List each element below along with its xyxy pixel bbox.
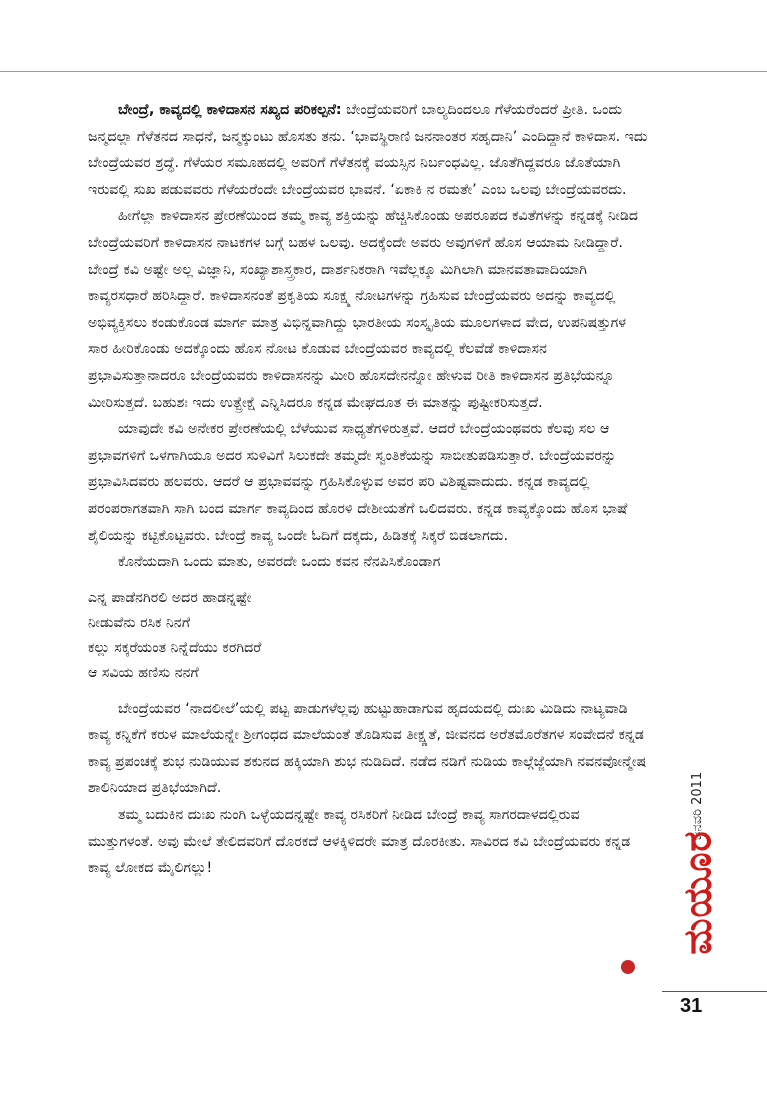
- header-rule: [0, 71, 767, 72]
- poem-line: ನೀಡುವೆನು ರಸಿಕ ನಿನಗೆ: [88, 614, 191, 631]
- magazine-name: ಮಯೂರ: [675, 829, 720, 955]
- paragraph: ಯಾವುದೇ ಕವಿ ಅನೇಕರ ಪ್ರೇರಣೆಯಲ್ಲಿ ಬೆಳೆಯುವ ಸಾಧ್ಯತೆಗಳಿರುತ್ತವೆ. ಆದರೆ ಬೇಂದ್ರೆಯಂಥವರು ಕೆಲವು ಸಲ ಆ ಪ್ರಭಾವಗಳಿಗೆ ಒಳಗಾಗಿಯೂ ಅದರ ಸುಳಿವಿಗೆ ಸಿಲುಕದೇ ತಮ್ಮದೇ ಸ್ವಂತಿಕೆಯನ್ನು ಸಾಬೀತುಪಡಿಸುತ್ತಾರೆ. ಬೇಂದ್ರೆಯವರನ್ನು ಪ್ರಭಾವಿಸಿದವರು ಹಲವರು. ಆದರೆ ಆ ಪ್ರಭಾವವನ್ನು ಗ್ರಹಿಸಿಕೊಳ್ಳುವ ಅವರ ಪರಿ ವಿಶಿಷ್ಟವಾದುದು. ಕನ್ನಡ ಕಾವ್ಯದಲ್ಲಿ ಪರಂಪರಾಗತವಾಗಿ ಸಾಗಿ ಬಂದ ಮಾರ್ಗ ಕಾವ್ಯದಿಂದ ಹೊರಳಿ ದೇಶೀಯತೆಗೆ ಒಲಿದವರು. ಕನ್ನಡ ಕಾವ್ಯಕ್ಕೊಂದು ಹೊಸ ಭಾಷೆ ಶೈಲಿಯನ್ನು ಕಟ್ಟಿಕೊಟ್ಟವರು. ಬೇಂದ್ರೆ ಕಾವ್ಯ ಒಂದೇ ಓದಿಗೆ ದಕ್ಕದು, ಹಿಡಿತಕ್ಕೆ ಸಿಕ್ಕರೆ ಬಿಡಲಾಗದು.: [88, 421, 628, 544]
- paragraph: ಕೊನೆಯದಾಗಿ ಒಂದು ಮಾತು, ಅವರದೇ ಒಂದು ಕವನ ನೆನಪಿಸಿಕೊಂಡಾಗ: [118, 554, 441, 571]
- bullet-dot-icon: [621, 960, 635, 974]
- poem-block: [88, 586, 648, 686]
- paragraph: ಹೀಗೆಲ್ಲಾ ಕಾಳಿದಾಸನ ಪ್ರೇರಣೆಯಿಂದ ತಮ್ಮ ಕಾವ್ಯ ಶಕ್ತಿಯನ್ನು ಹೆಚ್ಚಿಸಿಕೊಂಡು ಅಪರೂಪದ ಕವಿತೆಗಳನ್ನು ಕನ್ನಡಕ್ಕೆ ನೀಡಿದ ಬೇಂದ್ರೆಯವರಿಗೆ ಕಾಳಿದಾಸನ ನಾಟಕಗಳ ಬಗ್ಗೆ ಬಹಳ ಒಲವು. ಅದಕ್ಕೆಂದೇ ಅವರು ಅವುಗಳಿಗೆ ಹೊಸ ಆಯಾಮ ನೀಡಿದ್ದಾರೆ. ಬೇಂದ್ರೆ ಕವಿ ಅಷ್ಟೇ ಅಲ್ಲ ವಿಜ್ಞಾನಿ, ಸಂಖ್ಯಾಶಾಸ್ತ್ರಕಾರ, ದಾರ್ಶನಿಕರಾಗಿ ಇವೆಲ್ಲಕ್ಕೂ ಮಿಗಿಲಾಗಿ ಮಾನವತಾವಾದಿಯಾಗಿ ಕಾವ್ಯರಸಧಾರೆ ಹರಿಸಿದ್ದಾರೆ. ಕಾಳಿದಾಸನಂತೆ ಪ್ರಕೃತಿಯ ಸೂಕ್ಷ್ಮ ನೋಟಗಳನ್ನು ಗ್ರಹಿಸುವ ಬೇಂದ್ರೆಯವರು ಅದನ್ನು ಕಾವ್ಯದಲ್ಲಿ ಅಭಿವ್ಯಕ್ತಿಸಲು ಕಂಡುಕೊಂಡ ಮಾರ್ಗ ಮಾತ್ರ ವಿಭಿನ್ನವಾಗಿದ್ದು ಭಾರತೀಯ ಸಂಸ್ಕೃತಿಯ ಮೂಲಗಳಾದ ವೇದ, ಉಪನಿಷತ್ತುಗಳ ಸಾರ ಹೀರಿಕೊಂಡು ಅದಕ್ಕೊಂದು ಹೊಸ ನೋಟ ಕೊಡುವ ಬೇಂದ್ರೆಯವರ ಕಾವ್ಯದಲ್ಲಿ ಕೆಲವೆಡೆ ಕಾಳಿದಾಸನ ಪ್ರಭಾವಿಸುತ್ತಾನಾದರೂ ಬೇಂದ್ರೆಯವರು ಕಾಳಿದಾಸನನ್ನು ಮೀರಿ ಹೊಸದೇನನ್ನೋ ಹೇಳುವ ರೀತಿ ಕಾಳಿದಾಸನ ಪ್ರತಿಭೆಯನ್ನೂ ಮೀರಿಸುತ್ತದೆ. ಬಹುಶಃ ಇದು ಉತ್ಪ್ರೇಕ್ಷೆ ಎನ್ನಿಸಿದರೂ ಕನ್ನಡ ಮೇಘದೂತ ಈ ಮಾತನ್ನು ಪುಷ್ಟೀಕರಿಸುತ್ತದೆ.: [88, 208, 639, 411]
- paragraph: ತಮ್ಮ ಬದುಕಿನ ದುಃಖ ನುಂಗಿ ಒಳ್ಳೆಯದನ್ನಷ್ಟೇ ಕಾವ್ಯ ರಸಿಕರಿಗೆ ನೀಡಿದ ಬೇಂದ್ರೆ ಕಾವ್ಯ ಸಾಗರದಾಳದಲ್ಲಿರುವ ಮುತ್ತುಗಳಂತೆ. ಅವು ಮೇಲೆ ತೇಲಿದವರಿಗೆ ದೊರಕದೆ ಆಳಕ್ಕಿಳಿದರೇ ಮಾತ್ರ ದೊರಕೀತು. ಸಾವಿರದ ಕವಿ ಬೇಂದ್ರೆಯವರು ಕನ್ನಡ ಕಾವ್ಯ ಲೋಕದ ಮೈಲಿಗಲ್ಲು!: [88, 807, 631, 877]
- paragraph: ಬೇಂದ್ರೆಯವರ ‘ನಾದಲೀಲೆ’ಯಲ್ಲಿ ಪಟ್ಟ ಪಾಡುಗಳೆಲ್ಲವು ಹುಟ್ಟುಹಾಡಾಗುವ ಹೃದಯದಲ್ಲಿ ದುಃಖ ಮಿಡಿದು ನಾಟ್ಯವಾಡಿ ಕಾವ್ಯ ಕನ್ನಿಕೆಗೆ ಕರುಳ ಮಾಲೆಯನ್ನೇ ಶ್ರೀಗಂಧದ ಮಾಲೆಯಂತೆ ತೊಡಿಸುವ ತೀಕ್ಷ್ಣತೆ, ಜೀವನದ ಅರೆತಮೊರೆತಗಳ ಸಂವೇದನೆ ಕನ್ನಡ ಕಾವ್ಯ ಪ್ರಪಂಚಕ್ಕೆ ಶುಭ ನುಡಿಯುವ ಶಕುನದ ಹಕ್ಕಿಯಾಗಿ ಶುಭ ನುಡಿದಿದೆ. ನಡೆದ ನಡಿಗೆ ನುಡಿಯ ಕಾಲ್ಗೆಜ್ಜೆಯಾಗಿ ನವನವೋನ್ಮೇಷ ಶಾಲಿನಿಯಾದ ಪ್ರತಿಭೆಯಾಗಿದೆ.: [88, 700, 647, 797]
- issue-date: ಜನವರಿ 2011: [690, 771, 705, 841]
- lead-text: ಬೇಂದ್ರೆಯವರಿಗೆ ಬಾಲ್ಯದಿಂದಲೂ ಗೆಳೆಯರೆಂದರೆ ಪ್ರೀತಿ. ಒಂದು ಜನ್ಮದಲ್ಲಾ ಗೆಳೆತನದ ಸಾಧನೆ, ಜನ್ಮಕ್ಕುಂಟು ಹೊಸತು ತನು. ‘ಭಾವಸ್ಥಿರಾಣಿ ಜನನಾಂತರ ಸಹೃದಾನಿ’ ಎಂದಿದ್ದಾನೆ ಕಾಳಿದಾಸ. ಇದು ಬೇಂದ್ರೆಯವರ ಶ್ರದ್ಧೆ. ಗೆಳೆಯರ ಸಮೂಹದಲ್ಲಿ ಅವರಿಗೆ ಗೆಳೆತನಕ್ಕೆ ವಯಸ್ಸಿನ ನಿರ್ಬಂಧವಿಲ್ಲ. ಜೊತೆಗಿದ್ದವರೂ ಜೊತೆಯಾಗಿ ಇರುವಲ್ಲಿ ಸುಖ ಪಡುವವರು ಗೆಳೆಯರೆಂದೇ ಬೇಂದ್ರೆಯವರ ಭಾವನೆ. ‘ಏಕಾಕಿ ನ ರಮತೇ’ ಎಂಬ ಒಲವು ಬೇಂದ್ರೆಯವರದು.: [88, 102, 648, 198]
- poem-line: ಆ ಸವಿಯ ಹಣಿಸು ನನಗೆ: [88, 664, 199, 681]
- poem-line: ಕಲ್ಲು ಸಕ್ಕರೆಯಂತ ನಿನ್ನೆದೆಯು ಕರಗಿದರೆ: [88, 639, 262, 656]
- footer-rule: [662, 991, 767, 992]
- page-number: 31: [680, 995, 703, 1017]
- article-body: [88, 97, 648, 882]
- magazine-logo: [668, 829, 728, 955]
- lead-paragraph: [88, 97, 648, 203]
- section-heading: ಬೇಂದ್ರೆ, ಕಾವ್ಯದಲ್ಲಿ ಕಾಳಿದಾಸನ ಸಖ್ಯದ ಪರಿಕಲ್ಪನೆ:: [118, 102, 342, 118]
- poem-line: ಎನ್ನ ಪಾಡೆನಗಿರಲಿ ಅದರ ಹಾಡನ್ನಷ್ಟೇ: [88, 589, 252, 606]
